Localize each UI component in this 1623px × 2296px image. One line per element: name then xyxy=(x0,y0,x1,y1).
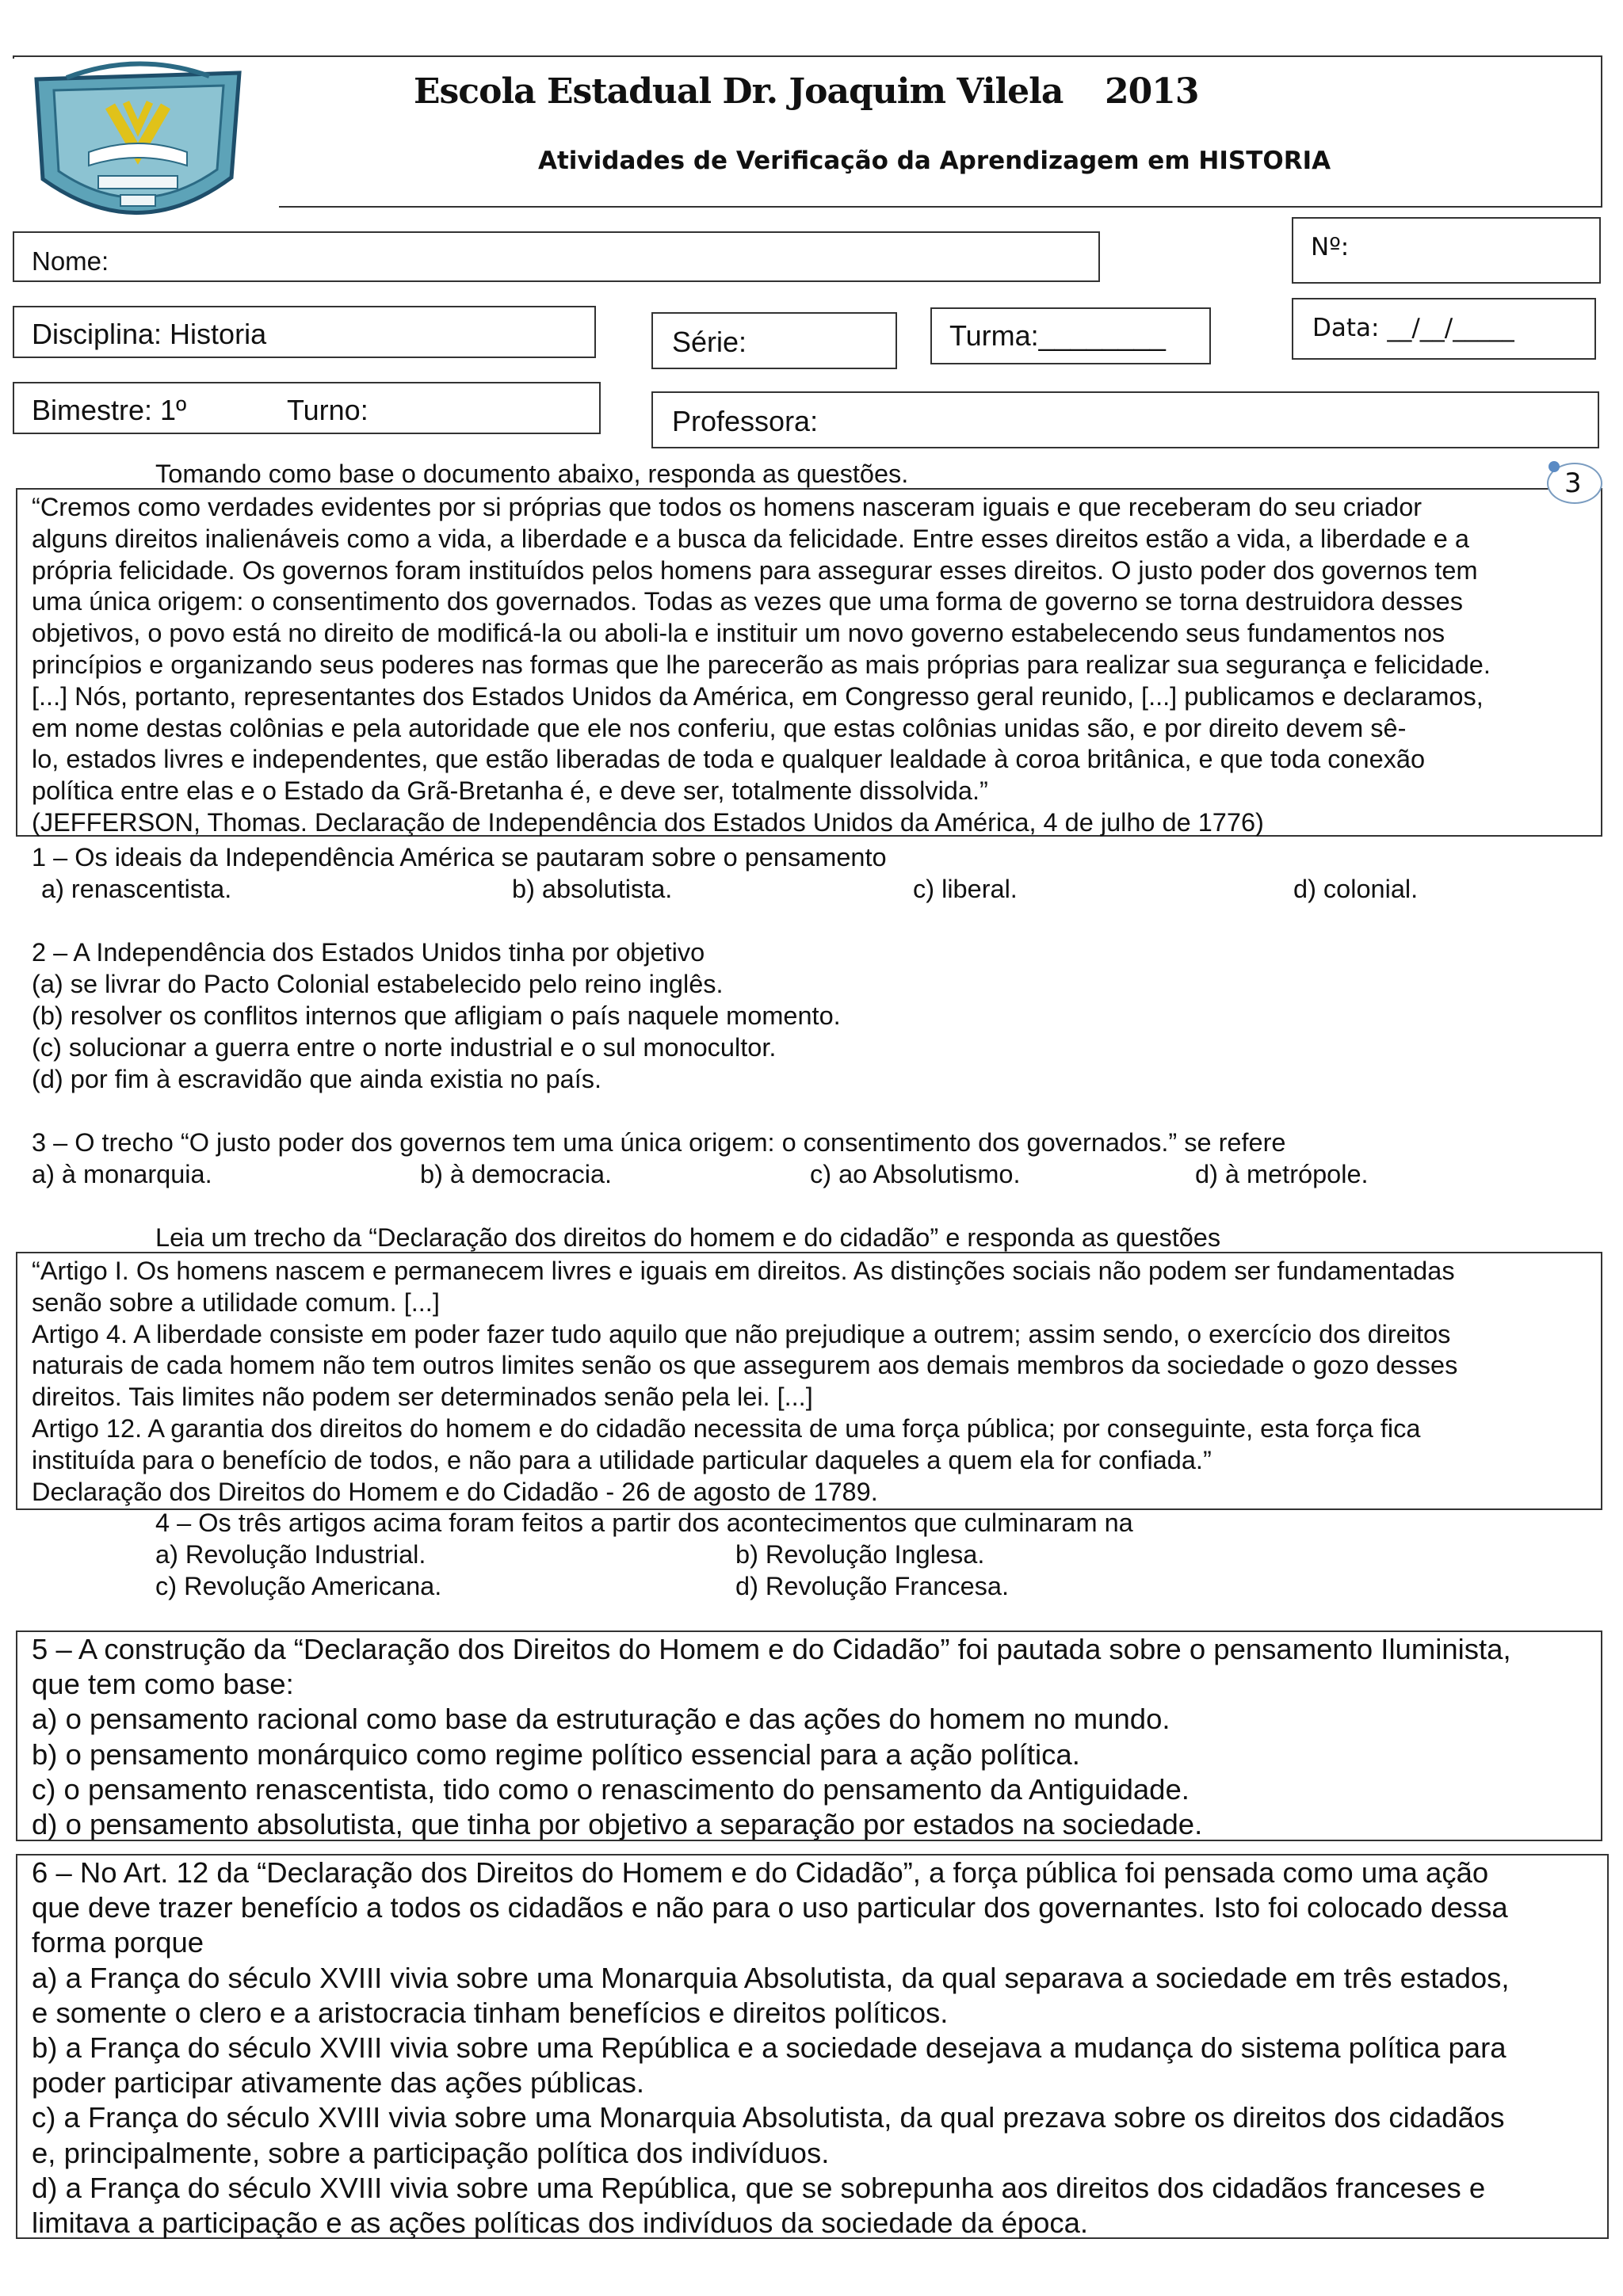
document-2-line: naturais de cada homem não tem outros limites senão os que assegurem aos demais membros da sociedade o gozo desses xyxy=(32,1351,1458,1380)
question-6-line: a) a França do século XVIII vivia sobre uma Monarquia Absolutista, da qual separava a sociedade em três estados, xyxy=(32,1961,1510,1994)
question-5-line: d) o pensamento absolutista, que tinha por objetivo a separação por estados na sociedade. xyxy=(32,1808,1203,1840)
question-5-line: c) o pensamento renascentista, tido como o renascimento do pensamento da Antiguidade. xyxy=(32,1772,1190,1806)
header-subtitle: Atividades de Verificação da Aprendizagem em HISTORIA xyxy=(538,147,1331,175)
bimestre-label: Bimestre: 1º xyxy=(32,394,187,426)
question-6-line: que deve trazer benefício a todos os cidadãos e não para o uso particular dos governantes. Isto foi colocado dessa xyxy=(32,1891,1508,1924)
page-number: 3 xyxy=(1564,467,1582,499)
q3-option-a: a) à monarquia. xyxy=(32,1160,212,1188)
serie-label: Série: xyxy=(672,326,747,358)
question-6-line: e somente o clero e a aristocracia tinham benefícios e direitos políticos. xyxy=(32,1996,949,2029)
nome-field[interactable] xyxy=(13,231,1100,282)
document-2-line: Artigo 12. A garantia dos direitos do homem e do cidadão necessita de uma força pública; por conseguinte, esta força fica xyxy=(32,1414,1421,1443)
question-6-line: b) a França do século XVIII vivia sobre uma República e a sociedade desejava a mudança do sistema política para xyxy=(32,2031,1507,2064)
question-5-line: b) o pensamento monárquico como regime político essencial para a ação política. xyxy=(32,1737,1080,1771)
turno-label: Turno: xyxy=(287,394,369,426)
q4-option-d: d) Revolução Francesa. xyxy=(735,1572,1010,1600)
document-2-line: senão sobre a utilidade comum. [...] xyxy=(32,1287,440,1317)
question-6-line: 6 – No Art. 12 da “Declaração dos Direitos do Homem e do Cidadão”, a força pública foi pensada como uma ação xyxy=(32,1856,1489,1889)
q2-option-d: (d) por fim à escravidão que ainda existia no país. xyxy=(32,1065,601,1093)
document-2-line: “Artigo I. Os homens nascem e permanecem livres e iguais em direitos. As distinções sociais não podem ser fundamentadas xyxy=(32,1257,1455,1285)
q3-stem: 3 – O trecho “O justo poder dos governos tem uma única origem: o consentimento dos governados.” se refere xyxy=(32,1128,1286,1157)
q4-option-c: c) Revolução Americana. xyxy=(155,1572,442,1600)
document-2-line: Artigo 4. A liberdade consiste em poder fazer tudo aquilo que não prejudique a outrem; assim sendo, o exercício dos direitos xyxy=(32,1319,1451,1348)
document-2-line: Declaração dos Direitos do Homem e do Cidadão - 26 de agosto de 1789. xyxy=(32,1477,878,1506)
intro-document-2: Leia um trecho da “Declaração dos direitos do homem e do cidadão” e responda as questões xyxy=(155,1223,1221,1252)
nome-label: Nome: xyxy=(32,246,109,276)
data-label: Data: __/__/_____ xyxy=(1312,314,1514,342)
question-6-line: limitava a participação e as ações políticas dos indivíduos da sociedade da época. xyxy=(32,2206,1089,2239)
q3-option-d: d) à metrópole. xyxy=(1195,1160,1369,1188)
numero-label: Nº: xyxy=(1311,233,1350,261)
document-1-line: objetivos, o povo está no direito de modificá-la ou aboli-la e instituir um novo governo estabelecendo seus fundamentos nos xyxy=(32,619,1445,648)
document-2-line: instituída para o benefício de todos, e não para a utilidade particular daqueles a quem ela for confiada.” xyxy=(32,1445,1212,1474)
document-1-line: em nome destas colônias e pela autoridade que ele nos conferiu, que estas colônias unidas são, e por direito devem sê- xyxy=(32,713,1407,742)
question-6-line: d) a França do século XVIII vivia sobre uma República, que se sobrepunha aos direitos dos cidadãos franceses e xyxy=(32,2171,1486,2204)
school-name: Escola Estadual Dr. Joaquim Vilela xyxy=(414,71,1064,112)
q4-stem: 4 – Os três artigos acima foram feitos a partir dos acontecimentos que culminaram na xyxy=(155,1508,1133,1537)
q1-option-d: d) colonial. xyxy=(1293,875,1419,903)
q1-option-a: a) renascentista. xyxy=(41,875,232,903)
question-5-line: 5 – A construção da “Declaração dos Direitos do Homem e do Cidadão” foi pautada sobre o pensamento Iluminista, xyxy=(32,1633,1511,1665)
question-6-line: e, principalmente, sobre a participação política dos indivíduos. xyxy=(32,2136,830,2169)
question-5-line: que tem como base: xyxy=(32,1668,294,1701)
question-5-line: a) o pensamento racional como base da estruturação e das ações do homem no mundo. xyxy=(32,1703,1170,1736)
q1-option-b: b) absolutista. xyxy=(512,875,673,903)
turma-label: Turma:________ xyxy=(949,319,1166,352)
document-2-line: direitos. Tais limites não podem ser determinados senão pela lei. [...] xyxy=(32,1383,813,1412)
document-1-line: própria felicidade. Os governos foram instituídos pelos homens para assegurar esses direitos. O justo poder dos governos tem xyxy=(32,555,1478,585)
document-1-line: uma única origem: o consentimento dos governados. Todas as vezes que uma forma de governo se torna destruidora desses xyxy=(32,587,1464,616)
q2-option-b: (b) resolver os conflitos internos que afligiam o país naquele momento. xyxy=(32,1001,841,1030)
document-1-line: lo, estados livres e independentes, que estão liberadas de toda e qualquer lealdade à coroa britânica, e que toda conexão xyxy=(32,745,1426,774)
school-year: 2013 xyxy=(1105,71,1199,112)
question-6-line: forma porque xyxy=(32,1926,204,1959)
q3-option-b: b) à democracia. xyxy=(420,1160,613,1188)
question-6-line: poder participar ativamente das ações públicas. xyxy=(32,2066,645,2100)
q3-option-c: c) ao Absolutismo. xyxy=(810,1160,1021,1188)
document-1-line: princípios e organizando seus poderes nas formas que lhe parecerão as mais próprias para realizar sua segurança e felicidade. xyxy=(32,650,1491,679)
document-1-line: (JEFFERSON, Thomas. Declaração de Independência dos Estados Unidos da América, 4 de julho de 1776) xyxy=(32,808,1264,837)
q1-option-c: c) liberal. xyxy=(913,875,1018,903)
q2-option-c: (c) solucionar a guerra entre o norte industrial e o sul monocultor. xyxy=(32,1033,777,1062)
page-badge-dot xyxy=(1549,461,1560,472)
q4-option-a: a) Revolução Industrial. xyxy=(155,1540,426,1569)
document-1-line: [...] Nós, portanto, representantes dos Estados Unidos da América, em Congresso geral reunido, [...] publicamos e declaramos, xyxy=(32,681,1484,711)
professora-label: Professora: xyxy=(672,405,819,437)
q4-option-b: b) Revolução Inglesa. xyxy=(735,1540,985,1569)
q2-stem: 2 – A Independência dos Estados Unidos tinha por objetivo xyxy=(32,938,705,967)
document-1-line: política entre elas e o Estado da Grã-Bretanha é, e deve ser, totalmente dissolvida.” xyxy=(32,776,988,806)
disciplina-label: Disciplina: Historia xyxy=(32,318,267,350)
document-1-line: alguns direitos inalienáveis como a vida, a liberdade e a busca da felicidade. Entre esses direitos estão a vida, a liberdade e a xyxy=(32,524,1469,553)
document-1-line: “Cremos como verdades evidentes por si próprias que todos os homens nasceram iguais e que receberam do seu criador xyxy=(32,493,1423,521)
q2-option-a: (a) se livrar do Pacto Colonial estabelecido pelo reino inglês. xyxy=(32,970,724,998)
intro-document-1: Tomando como base o documento abaixo, responda as questões. xyxy=(155,460,909,488)
q1-stem: 1 – Os ideais da Independência América se pautaram sobre o pensamento xyxy=(32,843,887,871)
school-crest-logo xyxy=(19,59,257,236)
question-6-line: c) a França do século XVIII vivia sobre uma Monarquia Absolutista, da qual prezava sobre os direitos dos cidadãos xyxy=(32,2101,1505,2134)
